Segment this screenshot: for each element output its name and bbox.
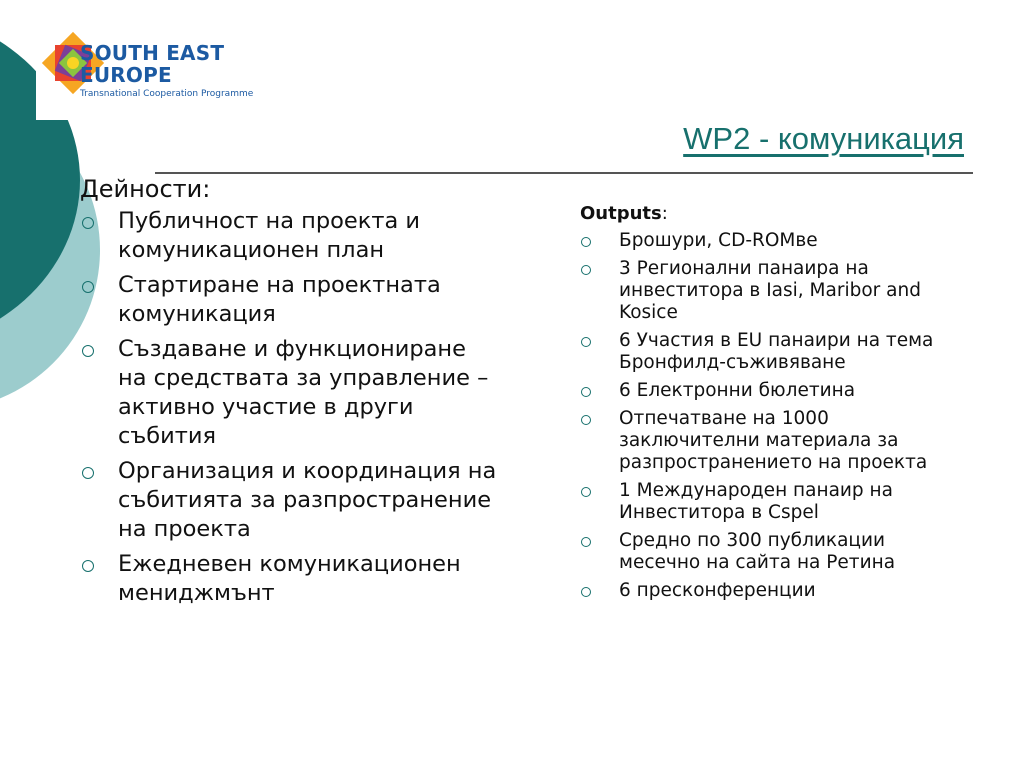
activity-item: Организация и координация на събитията за разпространение на проекта xyxy=(80,457,500,544)
activity-item: Стартиране на проектната комуникация xyxy=(80,271,500,329)
outputs-label: Outputs xyxy=(580,203,662,224)
activity-item: Създаване и функциониране на средствата за управление – активно участие в други събития xyxy=(80,335,500,451)
slide-title: WP2 - комуникация xyxy=(683,121,964,156)
output-item: 3 Регионални панаира на инвеститора в Iasi, Maribor and Kosice xyxy=(580,258,950,324)
activities-section xyxy=(80,175,500,614)
outputs-list xyxy=(580,230,950,602)
activities-heading: Дейности: xyxy=(80,175,211,203)
outputs-colon: : xyxy=(661,203,668,224)
activity-item: Публичност на проекта и комуникационен план xyxy=(80,207,500,265)
output-item: 6 Участия в EU панаири на тема Бронфилд-съживяване xyxy=(580,330,950,374)
logo-tagline: Transnational Cooperation Programme xyxy=(80,89,254,99)
output-item: 6 пресконференции xyxy=(580,580,950,602)
outputs-section xyxy=(580,202,950,608)
output-item: Брошури, CD-ROMве xyxy=(580,230,950,252)
logo-line-1: SOUTH EAST xyxy=(80,41,225,65)
title-divider xyxy=(155,172,973,174)
output-item: 6 Електронни бюлетина xyxy=(580,380,950,402)
logo xyxy=(80,42,253,101)
outputs-heading xyxy=(580,202,950,226)
logo-line-2: EUROPE xyxy=(80,63,172,87)
output-item: Отпечатване на 1000 заключителни материала за разпространението на проекта xyxy=(580,408,950,474)
activity-item: Ежедневен комуникационен мениджмънт xyxy=(80,550,500,608)
output-item: 1 Международен панаир на Инвеститора в Cspel xyxy=(580,480,950,524)
output-item: Средно по 300 публикации месечно на сайта на Ретина xyxy=(580,530,950,574)
activities-list xyxy=(80,207,500,608)
